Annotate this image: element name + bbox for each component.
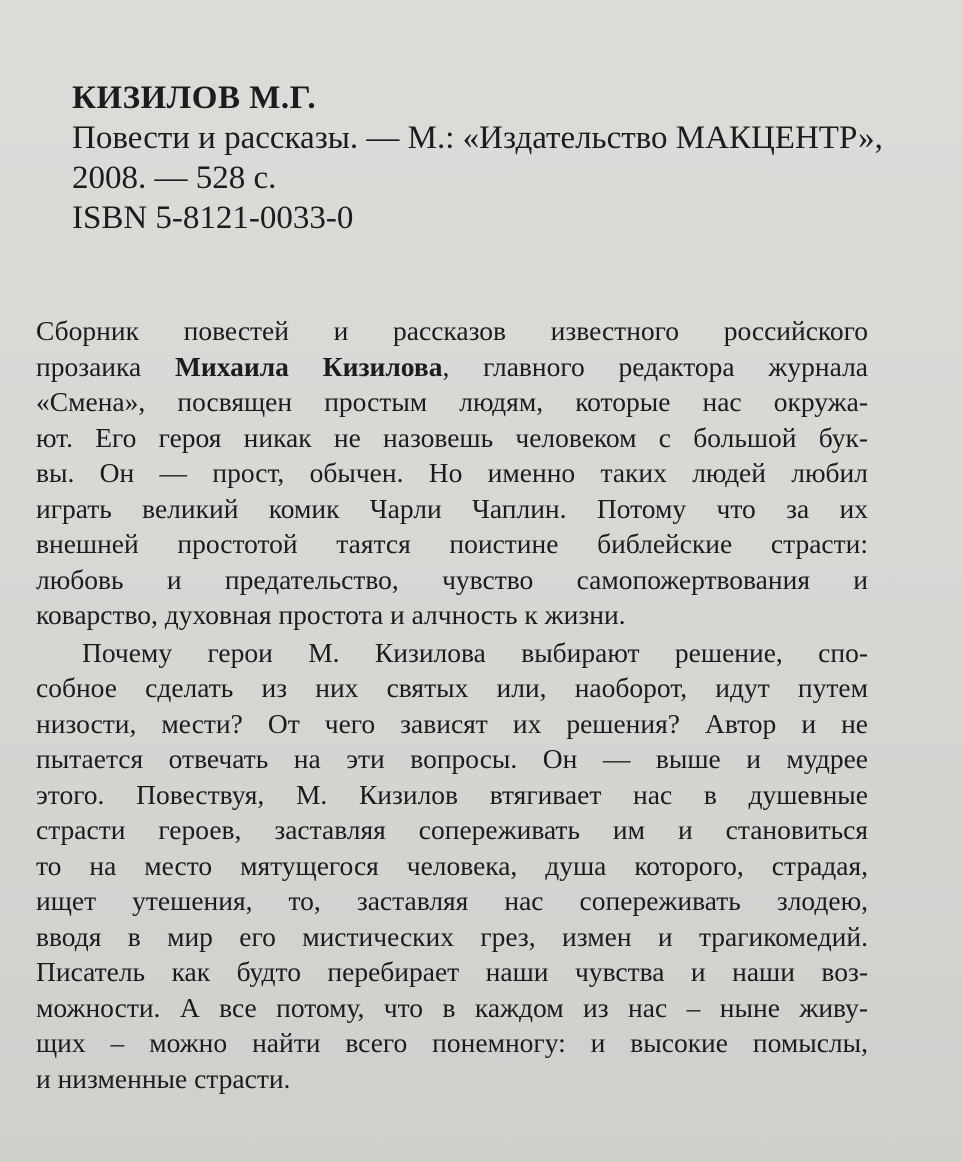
text-line: можности. А все потому, что в каждом из нас – ныне живу- bbox=[36, 991, 868, 1023]
text-line: низости, мести? От чего зависят их решения? Автор и не bbox=[36, 707, 868, 739]
text-line bbox=[36, 349, 868, 385]
isbn: ISBN 5-8121-0033-0 bbox=[72, 200, 354, 236]
text-line: ищет утешения, то, заставляя нас сопереживать злодею, bbox=[36, 885, 868, 916]
text-line: внешней простотой таятся поистине библейские страсти: bbox=[36, 528, 868, 559]
text-line: Писатель как будто перебирает наши чувства и наши воз- bbox=[36, 956, 868, 987]
text-line: собное сделать из них святых или, наоборот, идут путем bbox=[36, 672, 868, 703]
text-line: и низменные страсти. bbox=[36, 1062, 291, 1094]
text-line: Сборник повестей и рассказов известного российского bbox=[36, 315, 868, 346]
text-line: вы. Он — прост, обычен. Но именно таких людей любил bbox=[36, 457, 868, 488]
annotation-paragraph-2 bbox=[36, 635, 868, 1097]
text-line: играть великий комик Чарли Чаплин. Потому что за их bbox=[36, 492, 868, 524]
year-pages: 2008. — 528 с. bbox=[72, 160, 277, 196]
annotation-paragraph-1 bbox=[36, 313, 868, 633]
text-line: пытается отвечать на эти вопросы. Он — выше и мудрее bbox=[36, 743, 868, 774]
text-line: этого. Повествуя, М. Кизилов втягивает нас в душевные bbox=[36, 778, 868, 810]
text-line: «Смена», посвящен простым людям, которые нас окружа- bbox=[36, 386, 868, 417]
text-line: то на место мятущегося человека, душа которого, страдая, bbox=[36, 849, 868, 881]
text-fragment: прозаика bbox=[36, 350, 175, 382]
author-name: КИЗИЛОВ М.Г. bbox=[72, 80, 317, 116]
text-line: вводя в мир его мистических грез, измен и трагикомедий. bbox=[36, 920, 868, 952]
bibliographic-record bbox=[72, 78, 942, 238]
text-line: Почему герои М. Кизилова выбирают решение, спо- bbox=[82, 636, 868, 668]
text-line: ют. Его героя никак не назовешь человеком с большой бук- bbox=[36, 421, 868, 453]
text-line: коварство, духовная простота и алчность к жизни. bbox=[36, 599, 626, 630]
text-line: щих – можно найти всего понемногу: и высокие помыслы, bbox=[36, 1027, 868, 1058]
annotation-text bbox=[36, 313, 868, 1096]
text-line: любовь и предательство, чувство самопожертвования и bbox=[36, 563, 868, 595]
author-name-bold: Михаила Кизилова bbox=[174, 350, 443, 382]
book-title-publisher: Повести и рассказы. — М.: «Издательство МАКЦЕНТР», bbox=[72, 120, 883, 156]
text-fragment: , главного редактора журнала bbox=[442, 350, 868, 382]
text-line: страсти героев, заставляя сопереживать им и становиться bbox=[36, 814, 868, 845]
